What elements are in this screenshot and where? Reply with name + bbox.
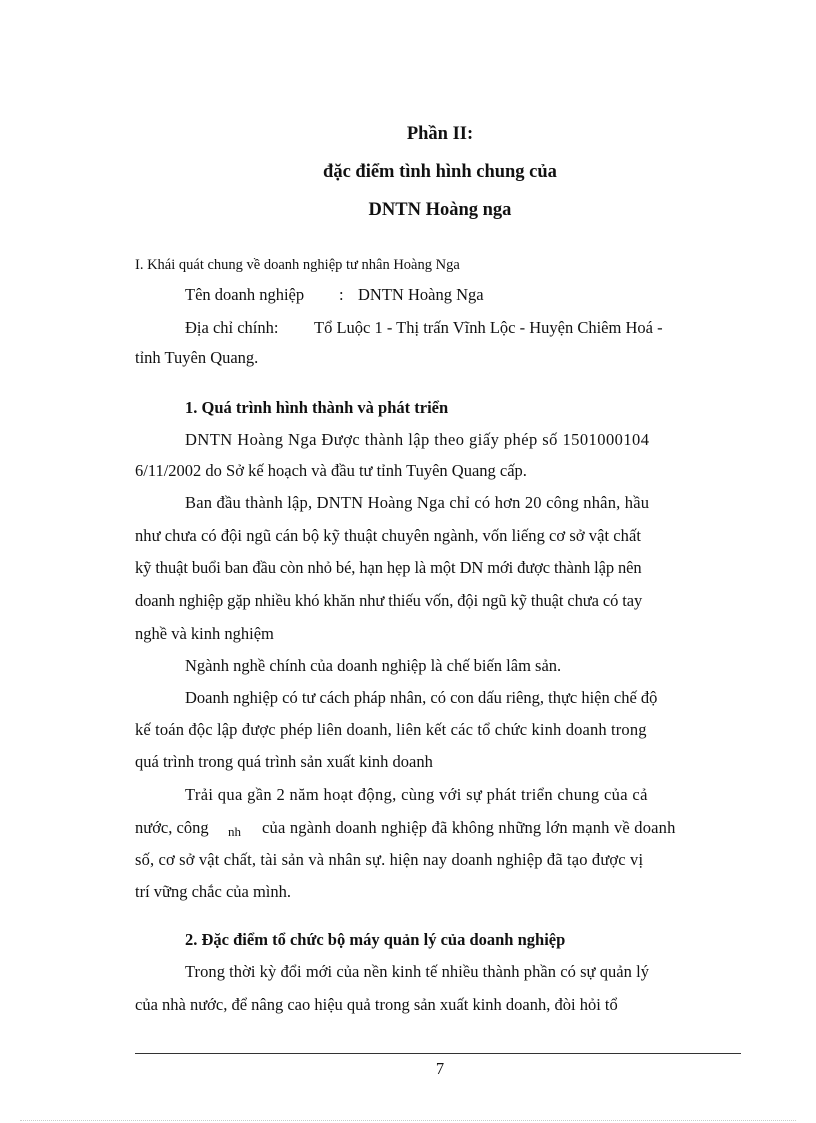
section-heading: I. Khái quát chung về doanh nghiệp tư nhân Hoàng Nga	[135, 257, 460, 273]
page-edge-divider	[20, 1120, 796, 1121]
section-1-heading: 1. Quá trình hình thành và phát triển	[185, 398, 449, 417]
company-name-separator: :	[339, 285, 344, 304]
paragraph-line: số, cơ sở vật chất, tài sản và nhân sự. hiện nay doanh nghiệp đã tạo được vị	[135, 850, 644, 869]
company-title: DNTN Hoàng nga	[368, 200, 512, 220]
chapter-title: Phần II:	[406, 124, 474, 144]
address-text: Tổ Luộc 1 - Thị trấn Vĩnh Lộc - Huyện Chiêm Hoá -	[314, 318, 663, 337]
paragraph-line: Trải qua gần 2 năm hoạt động, cùng với sự phát triển chung của cả	[185, 785, 648, 804]
paragraph-line: kỹ thuật buổi ban đầu còn nhỏ bé, hạn hẹp là một DN mới được thành lập nên	[135, 558, 642, 577]
company-name-value: DNTN Hoàng Nga	[358, 285, 484, 304]
paragraph-line: Ban đầu thành lập, DNTN Hoàng Nga chỉ có hơn 20 công nhân, hầu	[185, 493, 650, 512]
paragraph-line: nghề và kinh nghiệm	[135, 624, 274, 643]
chapter-subtitle: đặc điểm tình hình chung của	[323, 162, 557, 182]
company-name-label: Tên doanh nghiệp	[185, 285, 305, 304]
paragraph-line: Doanh nghiệp có tư cách pháp nhân, có con dấu riêng, thực hiện chế độ	[185, 688, 658, 707]
paragraph-line: quá trình trong quá trình sản xuất kinh doanh	[135, 752, 433, 771]
paragraph-line: DNTN Hoàng Nga Được thành lập theo giấy phép số 1501000104	[185, 430, 650, 449]
paragraph-line: Trong thời kỳ đổi mới của nền kinh tế nhiều thành phần có sự quản lý	[185, 962, 650, 981]
paragraph-line: doanh nghiệp gặp nhiều khó khăn như thiếu vốn, đội ngũ kỹ thuật chưa có tay	[135, 591, 643, 610]
paragraph-line: của ngành doanh nghiệp đã không những lớn mạnh về doanh	[262, 818, 676, 837]
address-value	[314, 318, 741, 338]
address-label: Địa chỉ chính:	[185, 318, 279, 337]
section-2-heading: 2. Đặc điểm tổ chức bộ máy quản lý của doanh nghiệp	[185, 930, 566, 949]
address-continuation: tỉnh Tuyên Quang.	[135, 348, 259, 367]
paragraph-line: Ngành nghề chính của doanh nghiệp là chế biến lâm sản.	[185, 656, 562, 675]
footer-rule	[135, 1053, 741, 1054]
page-number: 7	[435, 1059, 445, 1078]
paragraph-line: nước, công	[135, 818, 209, 837]
paragraph-line: như chưa có đội ngũ cán bộ kỹ thuật chuyên ngành, vốn liếng cơ sở vật chất	[135, 526, 641, 545]
overlapping-text-fragment: nh	[228, 824, 241, 839]
paragraph-line: của nhà nước, để nâng cao hiệu quả trong sản xuất kinh doanh, đòi hỏi tổ	[135, 995, 618, 1014]
paragraph-line: 6/11/2002 do Sở kế hoạch và đầu tư tỉnh Tuyên Quang cấp.	[135, 461, 527, 480]
paragraph-line: kế toán độc lập được phép liên doanh, liên kết các tổ chức kinh doanh trong	[135, 720, 647, 739]
paragraph-line: trí vững chắc của mình.	[135, 882, 292, 901]
